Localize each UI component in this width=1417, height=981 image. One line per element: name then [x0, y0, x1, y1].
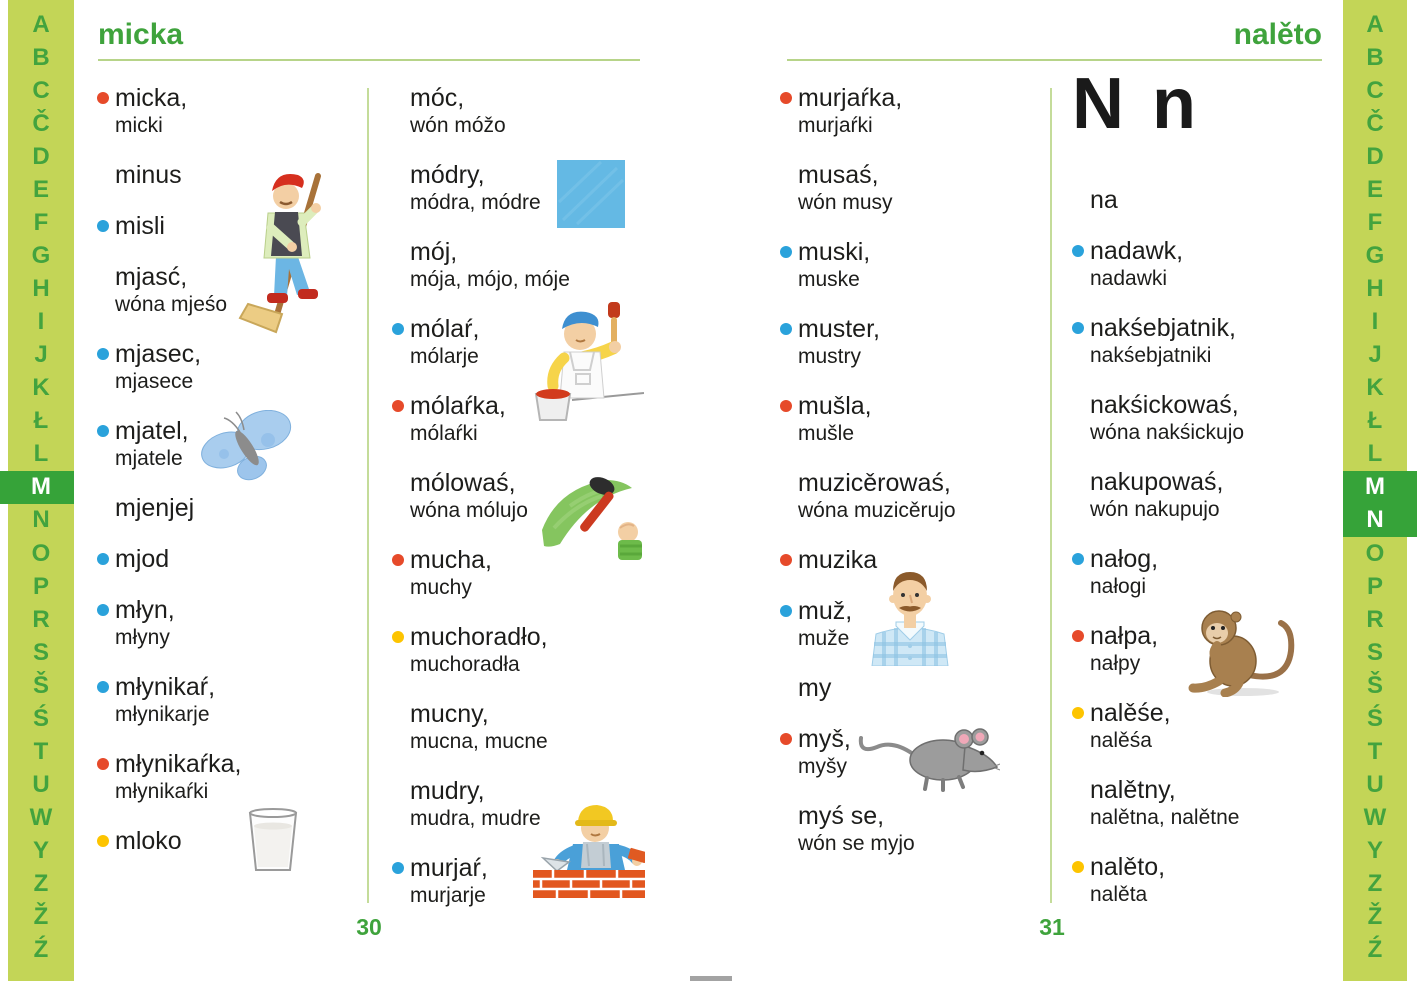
alphabet-index-letter-s: S [1366, 638, 1383, 666]
entry-forms: wóna nakśickujo [1090, 421, 1245, 444]
entry-headword: mjasec, [115, 340, 202, 368]
entry-headword: murjaŕka, [798, 84, 903, 112]
entry-headword: mjatel, [115, 417, 189, 445]
alphabet-index-letter-t: T [1367, 737, 1383, 765]
alphabet-index-letter-j: J [34, 341, 48, 369]
painter-illustration [518, 300, 644, 433]
entry-headword: murjaŕ, [410, 854, 488, 882]
entry-headword: misli [115, 212, 165, 240]
entry-forms: micki [115, 114, 163, 137]
dictionary-entry [392, 83, 692, 139]
dictionary-entry [392, 160, 692, 216]
entry-forms: młyny [115, 626, 170, 649]
dictionary-entry [780, 468, 1080, 524]
entry-bullet-red [780, 92, 792, 104]
dictionary-entry [1072, 544, 1372, 600]
entry-bullet-red [780, 400, 792, 412]
entry-forms: nalěśa [1090, 729, 1152, 752]
entry-headword: musaś, [798, 161, 879, 189]
entry-forms: nalětna, nalětne [1090, 806, 1240, 829]
entry-forms: murjarje [410, 884, 486, 907]
page-number-right: 31 [1039, 914, 1065, 940]
entry-forms: murjaŕki [798, 114, 873, 137]
alphabet-index-letter-p: P [32, 572, 49, 600]
entry-headword: nalěśe, [1090, 699, 1171, 727]
alphabet-index-letter-f: F [1367, 208, 1383, 236]
alphabet-index-letter-g: G [1365, 241, 1385, 269]
entry-forms: wón se myjo [798, 832, 915, 855]
entry-headword: nakśebjatnik, [1090, 314, 1236, 342]
entry-forms: mucna, mucne [410, 730, 548, 753]
entry-bullet-red [392, 400, 404, 412]
alphabet-index-letter-m: M [1343, 471, 1417, 504]
dictionary-entry [1072, 313, 1372, 369]
alphabet-index-letter-ł: Ł [1367, 407, 1383, 435]
entry-headword: nałpa, [1090, 622, 1159, 650]
entry-bullet-blue [780, 605, 792, 617]
entry-forms: nakśebjatniki [1090, 344, 1212, 367]
alphabet-index-letter-o: O [31, 539, 51, 567]
sweeping-man-illustration [238, 168, 333, 340]
alphabet-index-letter-u: U [1366, 770, 1384, 798]
dictionary-entry [1072, 775, 1372, 831]
entry-forms: myšy [798, 755, 847, 778]
entry-bullet-yellow [97, 835, 109, 847]
entry-headword: muž, [798, 597, 853, 625]
entry-forms: nałogi [1090, 575, 1147, 598]
page-handle[interactable] [690, 976, 732, 981]
entry-forms: wón móžo [410, 114, 506, 137]
dictionary-entry [97, 749, 397, 805]
alphabet-index-letter-a: A [1366, 10, 1384, 38]
entry-headword: nakupowaś, [1090, 468, 1224, 496]
glass-of-milk-illustration [244, 806, 302, 879]
entry-forms: wón musy [798, 191, 893, 214]
entry-forms: młynikarje [115, 703, 210, 726]
alphabet-index-letter-b: B [1366, 43, 1384, 71]
monkey-illustration [1185, 603, 1300, 702]
entry-headword: mólaŕka, [410, 392, 506, 420]
dictionary-entry [1072, 467, 1372, 523]
entry-bullet-blue [97, 681, 109, 693]
alphabet-index-letter-ź: Ź [1367, 936, 1383, 964]
alphabet-index-letter-l: L [1367, 440, 1383, 468]
entry-forms: wón nakupujo [1090, 498, 1220, 521]
alphabet-index-letter-n: N [32, 506, 50, 534]
alphabet-index-letter-h: H [1366, 275, 1384, 303]
dictionary-entry [392, 699, 692, 755]
entry-headword: my [798, 674, 832, 702]
entry-headword: mólaŕ, [410, 315, 480, 343]
alphabet-index-letter-r: R [32, 605, 50, 633]
dictionary-entry [97, 544, 397, 574]
entry-bullet-blue [780, 323, 792, 335]
alphabet-index-letter-n: N [1343, 504, 1417, 537]
blue-square-illustration [557, 160, 625, 233]
entry-headword: mjod [115, 545, 170, 573]
dictionary-entry [780, 673, 1080, 703]
alphabet-index-letter-u: U [32, 770, 50, 798]
dictionary-entry [780, 314, 1080, 370]
entry-headword: mólowaś, [410, 469, 516, 497]
entry-headword: mušla, [798, 392, 872, 420]
entry-forms: muske [798, 268, 860, 291]
entry-bullet-red [1072, 630, 1084, 642]
alphabet-index-letter-z: Z [1367, 870, 1383, 898]
alphabet-index-letter-i: I [37, 308, 45, 336]
dictionary-entry [780, 801, 1080, 857]
dictionary-entry [780, 391, 1080, 447]
entry-headword: mój, [410, 238, 458, 266]
dictionary-entry [97, 493, 397, 523]
entry-bullet-red [97, 758, 109, 770]
entry-bullet-red [780, 733, 792, 745]
entry-bullet-blue [780, 246, 792, 258]
entry-headword: młynikaŕ, [115, 673, 216, 701]
entry-forms: nałpy [1090, 652, 1141, 675]
alphabet-index-letter-a: A [32, 10, 50, 38]
alphabet-index-letter-ś: Ś [1366, 704, 1383, 732]
alphabet-index-letter-ź: Ź [33, 936, 49, 964]
entry-forms: wóna mólujo [410, 499, 528, 522]
alphabet-index-letter-w: W [1363, 804, 1387, 832]
entry-headword: nalětny, [1090, 776, 1176, 804]
entry-bullet-blue [97, 348, 109, 360]
entry-headword: nadawk, [1090, 237, 1184, 265]
alphabet-index-letter-p: P [1366, 572, 1383, 600]
entry-forms: wóna muzicěrujo [798, 499, 956, 522]
entry-headword: nałog, [1090, 545, 1159, 573]
alphabet-index-letter-c: C [32, 76, 50, 104]
alphabet-index-letter-o: O [1365, 539, 1385, 567]
alphabet-index-letter-t: T [33, 737, 49, 765]
alphabet-index-letter-g: G [31, 241, 51, 269]
entry-headword: mucny, [410, 700, 489, 728]
painting-hand-illustration [540, 468, 644, 567]
entry-headword: mudry, [410, 777, 485, 805]
entry-bullet-yellow [392, 631, 404, 643]
entry-bullet-blue [97, 553, 109, 565]
alphabet-index-letter-w: W [29, 804, 53, 832]
alphabet-index-letter-c: C [1366, 76, 1384, 104]
entry-headword: młynikaŕka, [115, 750, 242, 778]
dictionary-entry [97, 339, 397, 395]
alphabet-sidebar-left [0, 0, 74, 981]
alphabet-index-letter-y: Y [32, 837, 49, 865]
dictionary-entry [1072, 390, 1372, 446]
entry-headword: mucha, [410, 546, 492, 574]
entry-headword: mjasć, [115, 263, 188, 291]
alphabet-index-letter-š: Š [1366, 671, 1383, 699]
alphabet-index-letter-m: M [0, 471, 74, 504]
entry-bullet-red [780, 554, 792, 566]
entry-bullet-blue [97, 425, 109, 437]
dictionary-entry [1072, 698, 1372, 754]
alphabet-index-letter-z: Z [33, 870, 49, 898]
alphabet-index-letter-k: K [1366, 374, 1384, 402]
alphabet-index-letter-e: E [1366, 175, 1383, 203]
guide-word-right: nalěto [1233, 18, 1322, 51]
alphabet-index-letter-f: F [33, 208, 49, 236]
entry-headword: myś se, [798, 802, 885, 830]
alphabet-index-letter-y: Y [1366, 837, 1383, 865]
alphabet-index-letter-ž: Ž [1367, 903, 1383, 931]
section-letter-heading: N n [1072, 64, 1200, 144]
entry-headword: muchoradło, [410, 623, 548, 651]
entry-bullet-blue [97, 604, 109, 616]
dictionary-entry [97, 595, 397, 651]
entry-headword: móc, [410, 84, 465, 112]
dictionary-entry [97, 83, 397, 139]
entry-bullet-blue [392, 862, 404, 874]
entry-forms: wóna mjeśo [115, 293, 228, 316]
entry-headword: na [1090, 186, 1118, 214]
entry-forms: mjatele [115, 447, 183, 470]
entry-forms: módra, módre [410, 191, 541, 214]
entry-bullet-blue [1072, 322, 1084, 334]
entry-headword: młyn, [115, 596, 175, 624]
entry-forms: młynikaŕki [115, 780, 209, 803]
dictionary-entry [780, 237, 1080, 293]
entry-headword: mloko [115, 827, 182, 855]
alphabet-index-letter-d: D [32, 142, 50, 170]
alphabet-index-letter-b: B [32, 43, 50, 71]
alphabet-index-letter-č: Č [1366, 109, 1384, 137]
butterfly-illustration [198, 410, 298, 491]
alphabet-index-letter-h: H [32, 275, 50, 303]
entry-forms: mólarje [410, 345, 479, 368]
entry-forms: mólaŕki [410, 422, 478, 445]
entry-headword: muzika [798, 546, 878, 574]
entry-forms: mjasece [115, 370, 194, 393]
alphabet-index-letter-l: L [33, 440, 49, 468]
entry-bullet-blue [1072, 245, 1084, 257]
dictionary-entry [97, 672, 397, 728]
entry-headword: nakśickowaś, [1090, 391, 1239, 419]
alphabet-index-letter-i: I [1371, 308, 1379, 336]
entry-bullet-red [392, 554, 404, 566]
entry-bullet-blue [1072, 553, 1084, 565]
entry-bullet-yellow [1072, 707, 1084, 719]
dictionary-entry [392, 622, 692, 678]
entry-bullet-blue [97, 220, 109, 232]
alphabet-index-letter-k: K [32, 374, 50, 402]
entry-headword: minus [115, 161, 182, 189]
entry-headword: módry, [410, 161, 485, 189]
dictionary-entry [780, 83, 1080, 139]
alphabet-index-letter-e: E [32, 175, 49, 203]
man-portrait-illustration [868, 566, 952, 671]
bricklayer-illustration [533, 800, 645, 905]
page-number-left: 30 [356, 914, 382, 940]
entry-headword: myš, [798, 725, 851, 753]
entry-headword: muski, [798, 238, 871, 266]
alphabet-index-letter-ś: Ś [32, 704, 49, 732]
entry-forms: nalěta [1090, 883, 1148, 906]
entry-headword: micka, [115, 84, 188, 112]
entry-forms: nadawki [1090, 267, 1168, 290]
alphabet-index-letter-ž: Ž [33, 903, 49, 931]
entry-bullet-blue [392, 323, 404, 335]
entry-headword: nalěto, [1090, 853, 1166, 881]
alphabet-index-letter-ł: Ł [33, 407, 49, 435]
entry-forms: mója, mójo, móje [410, 268, 570, 291]
entry-forms: mudra, mudre [410, 807, 541, 830]
entry-forms: muchy [410, 576, 472, 599]
entry-forms: mustry [798, 345, 861, 368]
entry-forms: muže [798, 627, 850, 650]
entry-bullet-yellow [1072, 861, 1084, 873]
guide-word-left: micka [98, 18, 184, 51]
entry-headword: muzicěrowaś, [798, 469, 951, 497]
dictionary-entry [780, 160, 1080, 216]
alphabet-index-letter-š: Š [32, 671, 49, 699]
entry-forms: mušle [798, 422, 855, 445]
entry-bullet-red [97, 92, 109, 104]
dictionary-entry [392, 237, 692, 293]
alphabet-index-letter-r: R [1366, 605, 1384, 633]
alphabet-index-letter-j: J [1368, 341, 1382, 369]
dictionary-entry [1072, 852, 1372, 908]
dictionary-entry [1072, 185, 1372, 215]
entry-headword: muster, [798, 315, 880, 343]
dictionary-entry [1072, 236, 1372, 292]
alphabet-index-letter-č: Č [32, 109, 50, 137]
alphabet-index-letter-s: S [32, 638, 49, 666]
entry-forms: muchoradła [410, 653, 520, 676]
entry-headword: mjenjej [115, 494, 195, 522]
alphabet-index-letter-d: D [1366, 142, 1384, 170]
mouse-illustration [855, 722, 1000, 797]
